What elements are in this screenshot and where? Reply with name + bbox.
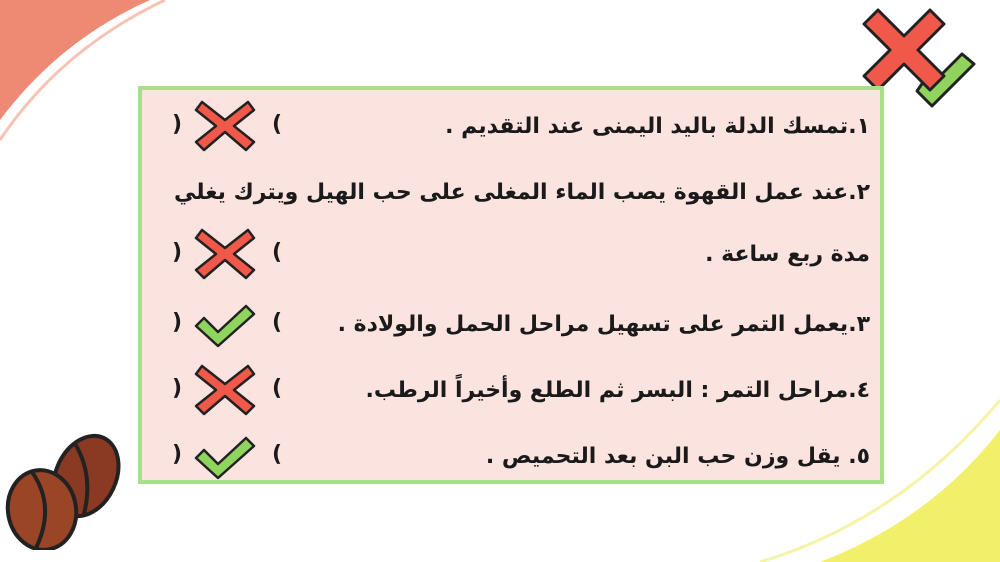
corner-salmon-shape (0, 0, 150, 120)
answer-close-paren: ( (271, 442, 282, 467)
question-1-text: ١.تمسك الدلة باليد اليمنى عند التقديم . (445, 114, 870, 139)
question-2-text: ٢.عند عمل القهوة يصب الماء المغلى على حب الهيل ويترك يغلي (174, 180, 870, 205)
question-2-answer (172, 226, 282, 282)
question-2-continuation: مدة ربع ساعة . (705, 242, 870, 267)
question-1-answer (172, 98, 282, 154)
question-4-text: ٤.مراحل التمر : البسر ثم الطلع وأخيراً الرطب. (365, 378, 870, 403)
answer-open-paren: ) (172, 240, 183, 265)
answer-open-paren: ) (172, 112, 183, 137)
questions-panel (138, 86, 884, 484)
question-3-answer (172, 296, 282, 352)
question-4-answer (172, 362, 282, 418)
answer-close-paren: ( (271, 376, 282, 401)
cross-mark-icon (194, 362, 256, 418)
answer-open-paren: ) (172, 442, 183, 467)
cross-mark-icon (194, 226, 256, 282)
question-3-text: ٣.يعمل التمر على تسهيل مراحل الحمل والولادة . (337, 312, 870, 337)
question-5-text: ٥. يقل وزن حب البن بعد التحميص . (485, 444, 870, 469)
answer-close-paren: ( (271, 310, 282, 335)
question-5-answer (172, 428, 282, 484)
answer-open-paren: ) (172, 310, 183, 335)
answer-open-paren: ) (172, 376, 183, 401)
answer-close-paren: ( (271, 112, 282, 137)
cross-mark-icon (194, 98, 256, 154)
answer-close-paren: ( (271, 240, 282, 265)
coffee-beans-icon (2, 428, 124, 550)
check-mark-icon (194, 428, 256, 484)
check-mark-icon (194, 296, 256, 352)
